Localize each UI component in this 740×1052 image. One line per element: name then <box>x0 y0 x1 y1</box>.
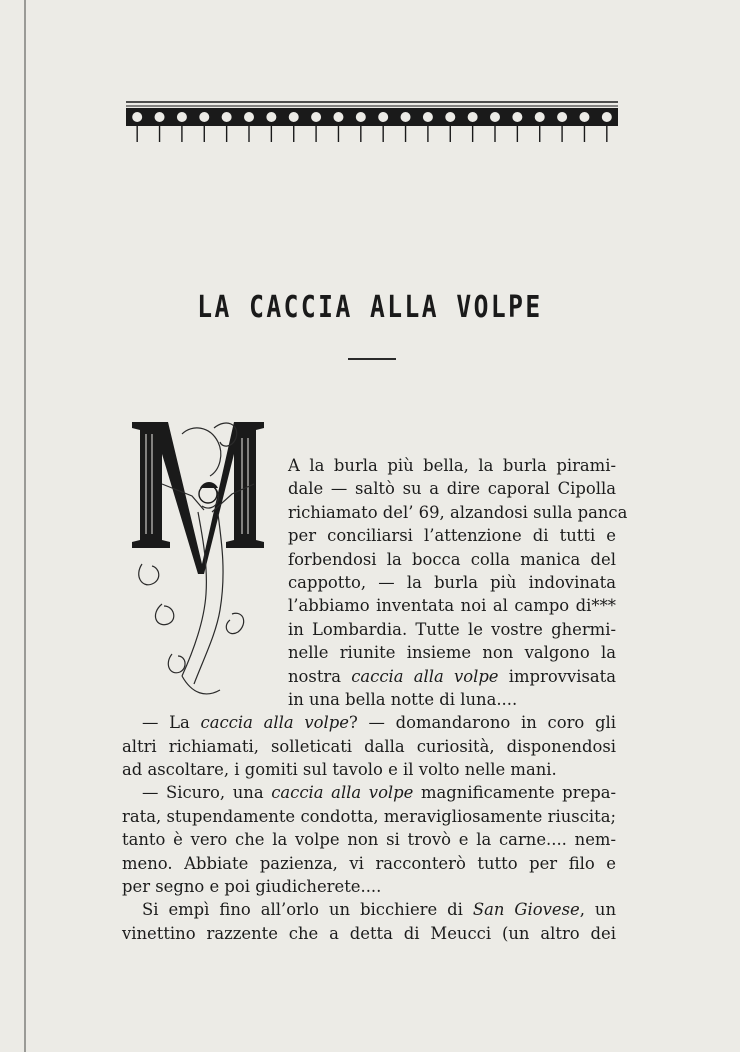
ornament-scroll <box>244 112 254 122</box>
text-line: A la burla più bella, la burla pirami- <box>288 456 616 475</box>
ornament-scroll <box>401 112 411 122</box>
ornament-scroll <box>602 112 612 122</box>
ornament-scroll <box>289 112 299 122</box>
ornament-scroll <box>445 112 455 122</box>
text-line: per conciliarsi l’attenzione di tutti e <box>288 526 616 546</box>
text-line: l’abbiamo inventata noi al campo di*** <box>288 596 616 616</box>
ornament-scroll <box>512 112 522 122</box>
title-rule <box>348 358 396 360</box>
text-line: per segno e poi giudicherete.... <box>122 877 382 897</box>
text-line: nelle riunite insieme non valgono la <box>288 643 616 663</box>
ornament-scroll <box>468 112 478 122</box>
chapter-title: LA CACCIA ALLA VOLPE <box>197 290 543 325</box>
text-line: in una bella notte di luna.... <box>288 689 518 709</box>
text-line: dale — saltò su a dire caporal Cipolla <box>288 479 616 499</box>
paragraph-3 <box>122 781 616 898</box>
ornament-scroll <box>155 112 165 122</box>
ornament-scroll <box>378 112 388 122</box>
ornament-scroll <box>490 112 500 122</box>
text-line: tanto è vero che la volpe non si trovò e la carne.... nem- <box>122 830 616 850</box>
ornament-scroll <box>177 112 187 122</box>
text-line: Si empì fino all’orlo un bicchiere di San Giovese, un <box>142 900 616 920</box>
text-line: in Lombardia. Tutte le vostre ghermi- <box>288 619 616 639</box>
ornament-header-band <box>126 100 618 148</box>
text-line: vinettino razzente che a detta di Meucci (un altro dei <box>122 923 616 943</box>
ornament-scroll <box>266 112 276 122</box>
ornament-scroll <box>356 112 366 122</box>
text-line: cappotto, — la burla più indovinata <box>288 572 616 592</box>
ornament-scroll <box>557 112 567 122</box>
ornament-scroll <box>311 112 321 122</box>
text-line: nostra caccia alla volpe improvvisata <box>288 666 616 686</box>
text-line: meno. Abbiate pazienza, vi racconterò tutto per filo e <box>122 853 616 873</box>
ornament-scroll <box>333 112 343 122</box>
text-line: richiamato del’ 69, alzandosi sulla panca <box>288 502 628 522</box>
paragraph-4 <box>122 898 616 945</box>
text-line: — Sicuro, una caccia alla volpe magnificamente prepa- <box>142 783 616 803</box>
page-binding-edge <box>24 0 26 1052</box>
text-line: rata, stupendamente condotta, meravigliosamente riuscita; <box>122 806 616 826</box>
body-text <box>122 454 628 945</box>
text-line: — La caccia alla volpe? — domandarono in coro gli <box>142 713 616 733</box>
paragraph-1 <box>122 454 628 711</box>
ornament-scroll <box>132 112 142 122</box>
paragraph-2 <box>122 711 616 781</box>
ornament-scroll <box>222 112 232 122</box>
text-line: altri richiamati, solleticati dalla curiosità, disponendosi <box>122 736 616 756</box>
ornament-scroll <box>579 112 589 122</box>
ornament-scroll <box>423 112 433 122</box>
ornament-scroll <box>199 112 209 122</box>
text-line: forbendosi la bocca colla manica del <box>288 549 616 569</box>
text-line: ad ascoltare, i gomiti sul tavolo e il volto nelle mani. <box>122 760 557 780</box>
ornament-scroll <box>535 112 545 122</box>
